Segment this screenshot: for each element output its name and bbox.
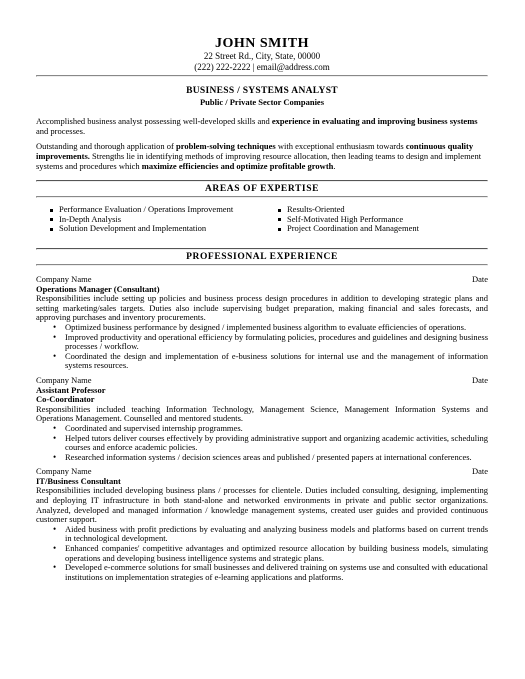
expertise-label: In-Depth Analysis: [59, 213, 122, 224]
summary: [36, 116, 488, 171]
summary-emphasis: maximize efficiencies and optimize profitable growth: [141, 161, 334, 171]
achievement-item: • Optimized business performance by designed / implemented business algorithm to evaluate efficiencies of operations.: [65, 323, 488, 333]
achievement-item: • Aided business with profit predictions by evaluating and analyzing business models and platforms based on current trends in technological development.: [65, 525, 488, 544]
achievement-item: • Developed e-commerce solutions for small businesses and delivered training on systems use and consulted with educational institutions on implementation strategies of e-learning applications and platforms.: [65, 563, 488, 582]
job-role: IT/Business Consultant: [36, 475, 121, 486]
achievement-list: [36, 424, 488, 462]
summary-emphasis: problem-solving techniques: [176, 141, 276, 151]
summary-emphasis: experience in evaluating and improving business systems: [271, 116, 478, 126]
contact-line: (222) 222-2222 | email@address.com: [194, 62, 330, 72]
expertise-column-left: [50, 205, 233, 234]
bullet-icon: [50, 209, 53, 212]
section-divider: [36, 264, 488, 266]
achievement-item: • Coordinated the design and implementation of e-business solutions for internal use and the management of information systems resources.: [65, 352, 488, 371]
expertise-column-right: [278, 205, 419, 234]
summary-paragraph-2: [36, 141, 488, 171]
expertise-label: Project Coordination and Management: [287, 223, 419, 233]
expertise-item: [278, 224, 419, 234]
summary-text: .: [333, 161, 336, 171]
expertise-item: [50, 224, 233, 234]
expertise-list: [36, 205, 488, 239]
bullet-icon: [278, 228, 281, 231]
company-name: Company Name: [36, 274, 92, 284]
job-date: Date: [471, 274, 488, 284]
bullet-icon: [278, 209, 281, 212]
job-subtitle: Public / Private Sector Companies: [199, 97, 325, 107]
job-title: BUSINESS / SYSTEMS ANALYST: [186, 86, 338, 96]
job-entry: [36, 376, 488, 462]
section-divider: [36, 196, 488, 198]
job-entry: [36, 467, 488, 582]
candidate-name: JOHN SMITH: [214, 36, 310, 51]
expertise-label: Solution Development and Implementation: [59, 223, 207, 233]
job-entry: [36, 275, 488, 371]
experience-heading: PROFESSIONAL EXPERIENCE: [186, 252, 338, 262]
summary-text: with exceptional enthusiasm towards: [275, 141, 406, 151]
job-responsibilities: Responsibilities included teaching Information Technology, Management Science, Management Information Systems and Operations Management. Counselled and mentored students.: [36, 403, 488, 424]
achievement-list: [36, 525, 488, 583]
company-name: Company Name: [36, 374, 92, 385]
bullet-icon: [50, 218, 53, 221]
summary-emphasis: continuous quality improvements.: [36, 141, 474, 161]
expertise-section: [36, 180, 488, 239]
resume-page: [36, 36, 488, 582]
summary-text: and processes.: [36, 126, 86, 136]
summary-paragraph-1: [36, 116, 488, 136]
job-responsibilities: Responsibilities include setting up policies and business process design procedures in addition to developing strategic plans and setting marketing/sales targets. Duties also include supervising budget preparation, making financial and sales forecasts, and approving purchases and inventory procurements.: [36, 293, 488, 323]
job-date: Date: [471, 466, 488, 477]
achievement-item: • Enhanced companies' competitive advantages and optimized resource allocation by building business models, simulating operations and developing business intelligence systems and strategic plans.: [65, 544, 488, 563]
summary-text: Strengths lie in identifying methods of improving resource allocation, then leading teams to design and implement systems and procedures which: [36, 151, 482, 171]
job-role: Operations Manager (Consultant): [36, 283, 160, 294]
achievement-item: • Improved productivity and operational efficiency by formulating policies, procedures and guidelines and designing business processes / workflow.: [65, 333, 488, 352]
company-name: Company Name: [36, 466, 92, 477]
summary-text: Outstanding and thorough application of: [36, 141, 176, 151]
expertise-label: Self-Motivated High Performance: [287, 213, 404, 224]
experience-section: [36, 248, 488, 582]
header-divider: [36, 75, 488, 77]
bullet-icon: [50, 228, 53, 231]
expertise-label: Results-Oriented: [287, 204, 345, 214]
job-role: Co-Coordinator: [36, 394, 95, 405]
achievement-list: [36, 323, 488, 371]
summary-text: Accomplished business analyst possessing well-developed skills and: [36, 116, 272, 126]
job-responsibilities: Responsibilities included developing business plans / processes for clientele. Duties included consulting, designing, implementing and deploying IT infrastructure in both stand-alone and networked environments in private and public sector organizations. Analyzed, developed and managed information / knowledge management systems, created user guides and provided continuous customer support.: [36, 485, 488, 525]
achievement-item: • Coordinated and supervised internship programmes.: [65, 424, 488, 434]
bullet-icon: [278, 218, 281, 221]
expertise-label: Performance Evaluation / Operations Improvement: [59, 204, 234, 214]
address-line: 22 Street Rd., City, State, 00000: [203, 51, 321, 61]
expertise-heading: AREAS OF EXPERTISE: [204, 184, 320, 194]
achievement-item: • Helped tutors deliver courses effectively by providing administrative support and organizing academic activities, scheduling courses and enforce academic policies.: [65, 434, 488, 453]
job-role: Assistant Professor: [36, 384, 106, 395]
achievement-item: • Researched information systems / decision sciences areas and published / presented papers at international conferences.: [65, 453, 488, 463]
job-date: Date: [471, 374, 488, 385]
